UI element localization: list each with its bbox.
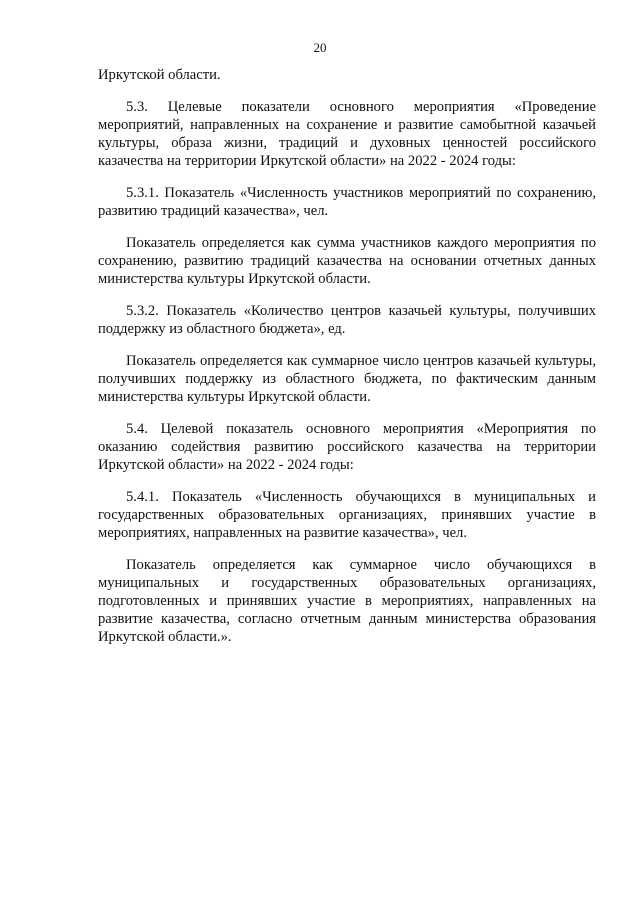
paragraph-5-3: 5.3. Целевые показатели основного мероприятия «Проведение мероприятий, направленных на сохранение и развитие самобытной казачьей культуры, образа жизни, традиций и духовных ценностей российского казачества на территории Иркутской области» на 2022 - 2024 годы: (98, 99, 596, 169)
paragraph-5-3-2-definition: Показатель определяется как суммарное число центров казачьей культуры, получивших поддержку из областного бюджета, по фактическим данным министерства культуры Иркутской области. (98, 353, 596, 405)
paragraph-5-3-1-definition: Показатель определяется как сумма участников каждого мероприятия по сохранению, развитию традиций казачества на основании отчетных данных министерства культуры Иркутской области. (98, 235, 596, 287)
paragraph-5-4-1-definition: Показатель определяется как суммарное число обучающихся в муниципальных и государственных образовательных организациях, подготовленных и принявших участие в мероприятиях, направленных на развитие казачества, согласно отчетным данным министерства образования Иркутской области.». (98, 557, 596, 645)
paragraph-continuation: Иркутской области. (98, 67, 221, 83)
document-body (98, 66, 596, 660)
paragraph-5-3-1: 5.3.1. Показатель «Численность участников мероприятий по сохранению, развитию традиций казачества», чел. (98, 185, 596, 219)
paragraph-5-4-1: 5.4.1. Показатель «Численность обучающихся в муниципальных и государственных образовательных организациях, принявших участие в мероприятиях, направленных на развитие казачества», чел. (98, 489, 596, 541)
paragraph-5-4: 5.4. Целевой показатель основного мероприятия «Мероприятия по оказанию содействия развитию российского казачества на территории Иркутской области» на 2022 - 2024 годы: (98, 421, 596, 473)
paragraph-5-3-2: 5.3.2. Показатель «Количество центров казачьей культуры, получивших поддержку из областного бюджета», ед. (98, 303, 596, 337)
page-number: 20 (313, 40, 327, 55)
